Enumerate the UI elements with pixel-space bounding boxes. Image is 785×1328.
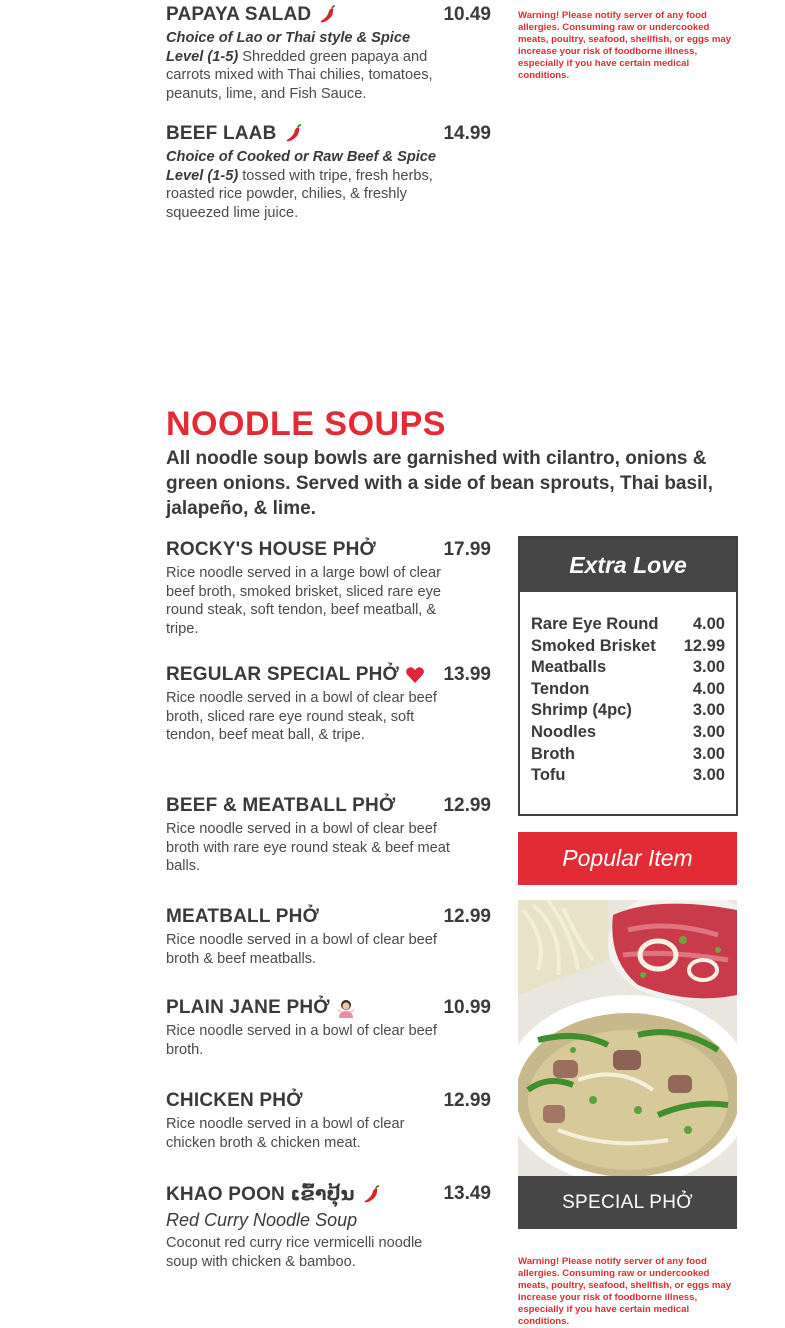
list-item: Smoked Brisket 12.99 xyxy=(531,636,725,655)
extra-love-title: Extra Love xyxy=(520,538,736,592)
menu-item-rockys-house-pho xyxy=(166,539,496,638)
list-item: Noodles 3.00 xyxy=(531,722,725,741)
allergy-warning-top: Warning! Please notify server of any food allergies. Consuming raw or undercooked meats, poultry, seafood, shellfish, or eggs may increase your risk of foodborne illness, especially if you have certain medical conditions. xyxy=(518,10,732,81)
list-item: Rare Eye Round 4.00 xyxy=(531,615,725,633)
extra-love-list xyxy=(531,614,725,787)
chili-pepper-icon xyxy=(361,1185,381,1205)
item-description: Coconut red curry rice vermicelli noodle soup with chicken & bamboo. xyxy=(166,1235,423,1270)
item-name: MEATBALL PHỞ xyxy=(166,906,320,927)
item-name: PLAIN JANE PHỞ xyxy=(166,997,330,1018)
menu-item-plain-jane-pho xyxy=(166,997,496,1059)
item-name: BEEF & MEATBALL PHỞ xyxy=(166,795,396,816)
item-name: BEEF LAAB xyxy=(166,123,277,144)
section-subtitle: All noodle soup bowls are garnished with cilantro, onions & green onions. Served with a side of bean sprouts, Thai basil, jalapeño, & lime. xyxy=(166,448,713,519)
item-description: Choice of Lao or Thai style & Spice Level (1-5) Shredded green papaya and carrots mixed with Thai chilies, tomatoes, peanuts, lime, and Fish Sauce. xyxy=(166,30,433,102)
list-item: Shrimp (4pc) 3.00 xyxy=(531,701,725,720)
item-name: ROCKY'S HOUSE PHỞ xyxy=(166,539,376,560)
menu-item-meatball-pho xyxy=(166,906,496,968)
item-price: 17.99 xyxy=(443,539,491,560)
menu-item-beef-meatball-pho xyxy=(166,795,496,876)
pho-bowl-photo xyxy=(518,900,737,1176)
item-price: 12.99 xyxy=(443,1090,491,1111)
item-description: Rice noodle served in a bowl of clear beef broth with rare eye round steak & beef meat balls. xyxy=(166,821,450,874)
menu-item-khao-poon xyxy=(166,1183,496,1271)
item-name: KHAO POON ເຂົ້າປຸ້ນ xyxy=(166,1184,355,1205)
menu-item-beef-laab xyxy=(166,123,496,222)
chili-pepper-icon xyxy=(317,5,337,25)
popular-item-banner: Popular Item xyxy=(518,832,737,885)
woman-shrugging-icon xyxy=(336,998,356,1018)
list-item: Tendon 4.00 xyxy=(531,679,725,698)
item-price: 10.99 xyxy=(443,997,491,1018)
section-title: NOODLE SOUPS xyxy=(166,405,446,443)
allergy-warning-bottom: Warning! Please notify server of any food allergies. Consuming raw or undercooked meats, poultry, seafood, shellfish, or eggs may increase your risk of foodborne illness, especially if you have certain medical conditions. xyxy=(518,1256,732,1327)
item-price: 10.49 xyxy=(443,4,491,25)
item-subtitle: Red Curry Noodle Soup xyxy=(166,1210,358,1230)
menu-item-papaya-salad xyxy=(166,4,496,103)
item-description: Rice noodle served in a large bowl of clear beef broth, smoked brisket, sliced rare eye round steak, soft tendon, beef meatball, & tripe. xyxy=(166,565,442,637)
item-price: 13.99 xyxy=(443,664,491,685)
item-description: Rice noodle served in a bowl of clear beef broth, sliced rare eye round steak, soft tendon, beef meat ball, & tripe. xyxy=(166,690,437,743)
extra-love-box xyxy=(518,536,738,816)
list-item: Broth 3.00 xyxy=(531,744,725,763)
item-price: 12.99 xyxy=(443,906,491,927)
item-description: Rice noodle served in a bowl of clear beef broth & beef meatballs. xyxy=(166,932,437,967)
item-price: 13.49 xyxy=(443,1183,491,1204)
item-description: Rice noodle served in a bowl of clear chicken broth & chicken meat. xyxy=(166,1116,405,1151)
menu-item-regular-special-pho xyxy=(166,664,496,745)
heart-icon xyxy=(405,665,425,685)
list-item: Meatballs 3.00 xyxy=(531,658,725,677)
item-price: 14.99 xyxy=(443,123,491,144)
item-name: PAPAYA SALAD xyxy=(166,4,312,25)
chili-pepper-icon xyxy=(283,124,303,144)
item-price: 12.99 xyxy=(443,795,491,816)
item-description: Choice of Cooked or Raw Beef & Spice Level (1-5) tossed with tripe, fresh herbs, roasted rice powder, chilies, & freshly squeezed lime juice. xyxy=(166,149,437,221)
item-description: Rice noodle served in a bowl of clear beef broth. xyxy=(166,1023,437,1058)
item-name: REGULAR SPECIAL PHỞ xyxy=(166,664,399,685)
item-name: CHICKEN PHỞ xyxy=(166,1090,303,1111)
list-item: Tofu 3.00 xyxy=(531,766,725,785)
menu-item-chicken-pho xyxy=(166,1090,496,1152)
photo-caption: SPECIAL PHỞ xyxy=(518,1176,737,1229)
